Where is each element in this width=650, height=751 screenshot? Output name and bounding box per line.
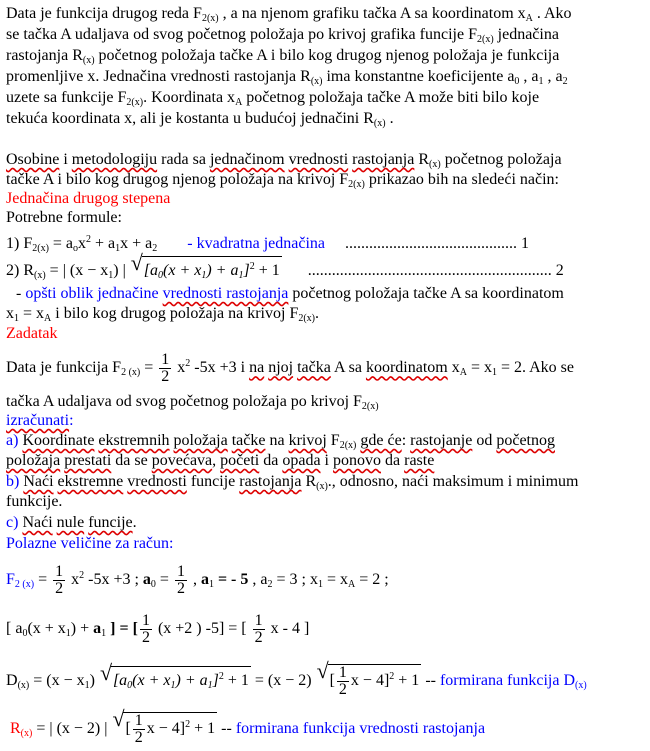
formula-2: 2) $R_{(x)}$ = | $(x - x_1)$ | √ $[a_0(x + x_1) + a_1]^2 + 1$ ............................................................. 2 (6, 256, 564, 285)
p2-line1: Osobine i metodologiju rada sa jednačinom vrednosti rastojanja $R_{(x)}$ početnog položaja (6, 151, 562, 170)
p2-line2: tačke A i bilo kog drugog njenog položaja na krivoj $F_{2(x)}$ prikazao bih na sledeći način: (6, 171, 559, 190)
question-a-line2: položaja prestati da se povećava, početi da opada i ponovo da raste (6, 452, 435, 469)
compute-label: izračunati: (6, 412, 74, 429)
p1-line3: rastojanja $R_{(x)}$ početnog položaja tačke A i bilo kog drugog njenog položaja je funkcija (6, 47, 560, 66)
formula-2-note: - opšti oblik jednačine vrednosti rastojanja početnog položaja tačke A sa koordinatom (16, 285, 564, 302)
p1-line1: Data je funkcija drugog reda $F_{2(x)}$ , a na njenom grafiku tačka A sa koordinatom $x_A$ . Ako (6, 5, 572, 24)
heading-zadatak: Zadatak (6, 325, 58, 342)
question-b: b) Naći ekstremne vrednosti funcije rastojanja $R_{(x)}$., odnosno, naći maksimum i minimum (6, 473, 579, 492)
task-line2: tačka A udaljava od svog početnog položaja po krivoj $F_{2(x)}$ (6, 393, 379, 412)
calc-line1: $F_{2 (x)}$ = $\frac{1}{2}$ $x^2$ -5x +3 ; $a_0$ = $\frac{1}{2}$ , $a_1$ = - 5 , $a_2 = 3$ ; $x_1 = x_A = 2$ ; (6, 563, 389, 597)
sqrt-radical-d: √ $[a_0(x + x_1) + a_1]^2 + 1$ (101, 666, 251, 695)
heading-jednacina: Jednačina drugog stepena (6, 190, 171, 207)
formula-1: 1) $F_{2(x)} = a_ox^2 + a_1x + a_2$ - kvadratna jednačina ........................................... 1 (6, 234, 529, 254)
calc-line4: $R_{(x)}$ = | (x − 2) | √ [ $\frac{1}{2}$ x − 4]$^2$ + 1 -- formirana funkcija vrednosti rastojanja (10, 712, 485, 746)
question-c: c) Naći nule funcije. (6, 514, 137, 531)
calc-line2: [ $a_0(x + x_1) + a_1$ ] = [ $\frac{1}{2}$ (x +2 ) -5] = [ $\frac{1}{2}$ x - 4 ] (6, 612, 310, 646)
formula-2-note-line2: $x_1 = x_A$ i bilo kog drugog položaja na krivoj $F_{2(x)}$. (6, 305, 320, 324)
task-line1: Data je funkcija $F_{2 (x)}$ = $\frac{1}{2}$ $x^2$ -5x +3 i na njoj tačka A sa koordinatom $x_A = x_1 = 2$. Ako se (6, 351, 575, 385)
calc-line3: $D_{(x)} = (x - x_1)$ √ $[a_0(x + x_1) + a_1]^2 + 1 = (x - 2)$ √ [ $\frac{1}{2}$ x − 4]$^2$ + 1 -- formirana funkcija $D_{(x)}$ (6, 664, 587, 698)
sqrt-radical: √ $[a_0(x + x_1) + a_1]^2 + 1$ (132, 256, 282, 285)
p1-line2: se tačka A udaljava od svog početnog položaja po krivoj grafika funcije $F_{2(x)}$ jednačina (6, 26, 559, 45)
p1-line6: tekuća koordinata x, ali je kostanta u budućoj jednačini $R_{(x)}$ . (6, 110, 394, 129)
question-a: a) Koordinate ekstremnih položaja tačke na krivoj $F_{2(x)}$ gde će: rastojanje od početnog (6, 432, 555, 451)
p1-line5: uzete sa funkcije $F_{2(x)}$. Koordinata $x_A$ početnog položaja tačke A može biti bilo koje (6, 89, 540, 108)
question-b-line2: funkcije. (6, 493, 63, 510)
p1-line4: promenljive x. Jednačina vrednosti rastojanja $R_{(x)}$ ima konstantne koeficijente $a_0$ , $a_1$ , $a_2$ (6, 68, 568, 87)
formulas-label: Potrebne formule: (6, 209, 122, 226)
sqrt-radical-d2: √ [ $\frac{1}{2}$ x − 4]$^2$ + 1 (318, 664, 422, 698)
sqrt-radical-r: √ [ $\frac{1}{2}$ x − 4]$^2$ + 1 (113, 712, 217, 746)
inputs-label: Polazne veličine za račun: (6, 535, 174, 552)
